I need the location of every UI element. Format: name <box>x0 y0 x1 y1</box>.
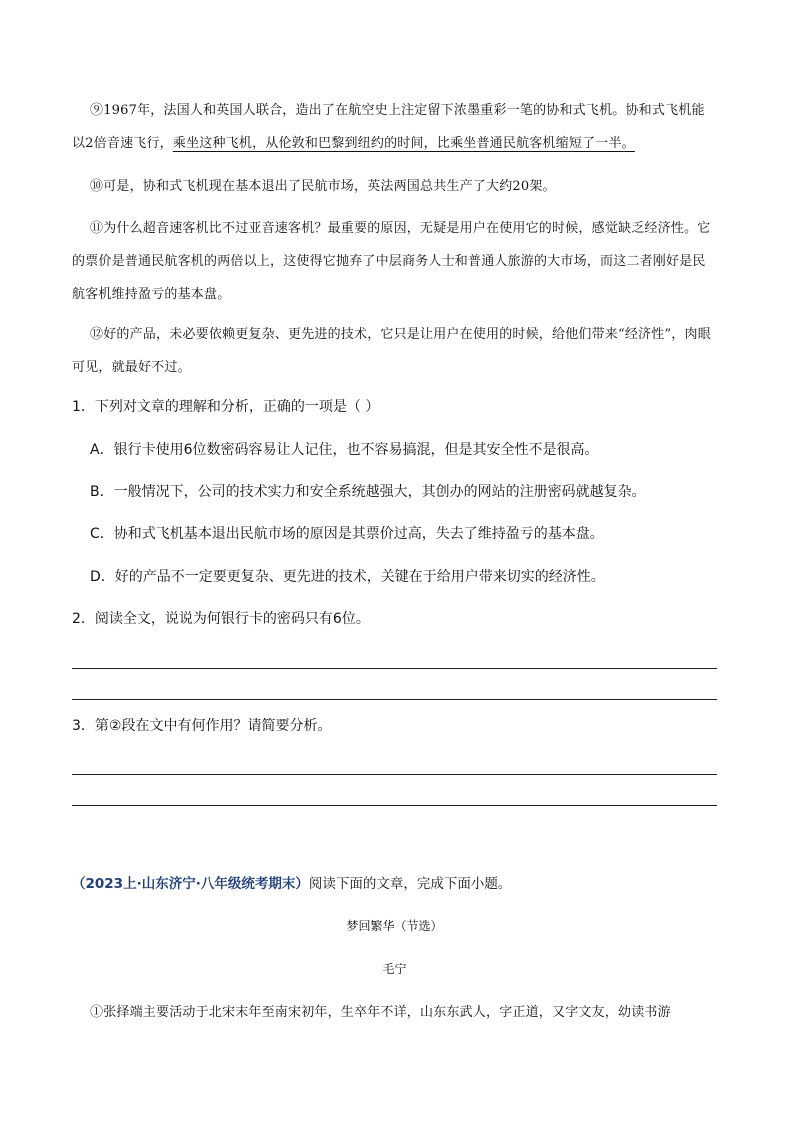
source-tag: （2023上·山东济宁·八年级统考期末） <box>72 876 309 892</box>
paragraph-12: ⑫好的产品，未必要依赖更复杂、更先进的技术，它只是让用户在使用的时候，给他们带来“经济性”，肉眼可见，就最好不过。 <box>72 327 711 375</box>
source-line <box>72 872 717 896</box>
question-1-option-c: C．协和式飞机基本退出民航市场的原因是其票价过高，失去了维持盈亏的基本盘。 <box>90 526 604 542</box>
passage-paragraph-1: ①张择端主要活动于北宋末年至南宋初年，生卒年不详，山东东武人，字正道，又字文友，幼读书游 <box>90 1005 671 1020</box>
question-3: 3．第②段在文中有何作用？请简要分析。 <box>72 718 332 734</box>
paragraph-10: ⑩可是，协和式飞机现在基本退出了民航市场，英法两国总共生产了大约20架。 <box>90 179 556 194</box>
source-instruction: 阅读下面的文章，完成下面小题。 <box>308 876 512 892</box>
question-1-option-d: D．好的产品不一定要更复杂、更先进的技术，关键在于给用户带来切实的经济性。 <box>90 569 605 585</box>
paragraph-11: ⑪为什么超音速客机比不过亚音速客机？最重要的原因，无疑是用户在使用它的时候，感觉缺乏经济性。它的票价是普通民航客机的两倍以上，这使得它抛弃了中层商务人士和普通人旅游的大市场，而这二者刚好是民航客机维持盈亏的基本盘。 <box>72 221 711 302</box>
answer-line[interactable] <box>72 805 717 806</box>
question-1: 1．下列对文章的理解和分析，正确的一项是（ ） <box>72 399 380 415</box>
question-1-option-b: B．一般情况下，公司的技术实力和安全系统越强大，其创办的网站的注册密码就越复杂。 <box>90 484 646 500</box>
question-1-option-a: A．银行卡使用6位数密码容易让人记住，也不容易搞混，但是其安全性不是很高。 <box>90 442 599 458</box>
paragraph-9-underlined: 乘坐这种飞机，从伦敦和巴黎到纽约的时间，比乘坐普通民航客机缩短了一半。 <box>172 136 635 151</box>
answer-line[interactable] <box>72 774 717 775</box>
answer-line[interactable] <box>72 699 717 700</box>
paragraph-9-text: ⑨1967年，法国人和英国人联合，造出了在航空史上注定留下浓墨重彩一笔的协和式飞机。协和式飞机能以2倍音速飞行， <box>72 103 705 151</box>
answer-line[interactable] <box>72 668 717 669</box>
question-2: 2．阅读全文，说说为何银行卡的密码只有6位。 <box>72 611 370 627</box>
passage-author: 毛宁 <box>382 962 407 976</box>
paragraph-9 <box>72 94 717 160</box>
document-page <box>72 0 717 1123</box>
passage-title: 梦回繁华（节选） <box>346 919 443 933</box>
